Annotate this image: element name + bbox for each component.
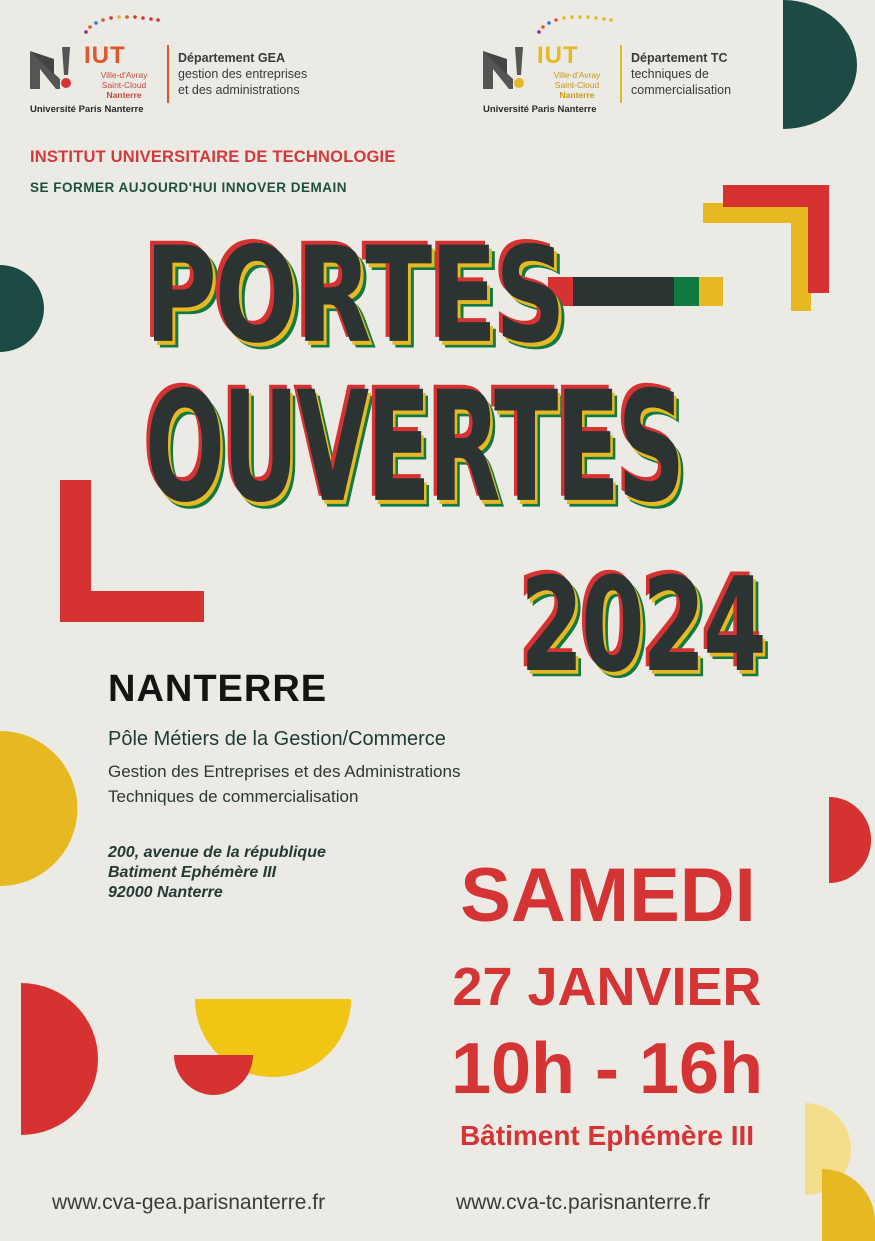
university-name: Université Paris Nanterre [483,104,597,115]
bar-green [674,277,699,306]
city-heading: NANTERRE [108,668,328,710]
university-n-logo-icon [483,45,525,89]
address-line: 200, avenue de la république [108,844,326,861]
logo-separator [167,45,169,103]
institute-name: INSTITUT UNIVERSITAIRE DE TECHNOLOGIE [30,148,396,166]
red-half-circle-left-bottom [21,983,98,1135]
campus-line: Nanterre [559,90,595,100]
campus-line: Saint-Cloud [554,80,600,90]
program-tc: Techniques de commercialisation [108,787,359,806]
iut-label: IUT [537,42,579,69]
link-tc-website[interactable]: www.cva-tc.parisnanterre.fr [456,1191,711,1214]
address-line: 92000 Nanterre [108,884,223,901]
logo-separator [620,45,622,103]
event-hours: 10h - 16h [450,1029,764,1109]
event-day: SAMEDI [460,853,756,938]
dept-line: et des administrations [178,83,300,97]
campus-line: Ville-d'Avray [553,70,601,80]
title-ouvertes: OUVERTES [145,359,683,537]
slogan: SE FORMER AUJOURD'HUI INNOVER DEMAIN [30,180,347,195]
campus-line: Nanterre [106,90,142,100]
dept-prefix: Département [631,51,708,65]
campus-line: Ville-d'Avray [100,70,148,80]
pole-name: Pôle Métiers de la Gestion/Commerce [108,728,446,750]
dept-code: TC [710,51,728,65]
event-date: 27 JANVIER [452,957,762,1017]
yellow-quarter-bottom-right [822,1169,875,1241]
dept-line: commercialisation [631,83,732,97]
dept-line: techniques de [631,67,709,81]
department-gea [178,50,307,98]
title-portes: PORTES [145,218,564,373]
bar-dark [573,277,674,306]
university-n-logo-icon [30,45,72,89]
dept-line: gestion des entreprises [178,67,308,81]
campus-line: Saint-Cloud [101,80,147,90]
iut-dots-icon [535,12,625,42]
campus-names [88,70,160,100]
dept-prefix: Département [178,51,255,65]
iut-dots-icon [82,12,172,42]
event-building: Bâtiment Ephémère III [459,1120,755,1151]
campus-names [541,70,613,100]
bar-yellow [699,277,723,306]
dark-half-circle-top-right [783,0,857,129]
iut-label: IUT [84,42,126,69]
link-gea-website[interactable]: www.cva-gea.parisnanterre.fr [52,1191,326,1214]
dept-code: GEA [257,51,285,65]
address-line: Batiment Ephémère III [108,864,277,881]
red-bowl [174,1055,253,1095]
title-year: 2024 [520,548,765,702]
red-corner-bracket [723,185,829,293]
department-tc [631,50,731,98]
program-gea: Gestion des Entreprises et des Administrations [108,762,461,781]
university-name: Université Paris Nanterre [30,104,144,115]
